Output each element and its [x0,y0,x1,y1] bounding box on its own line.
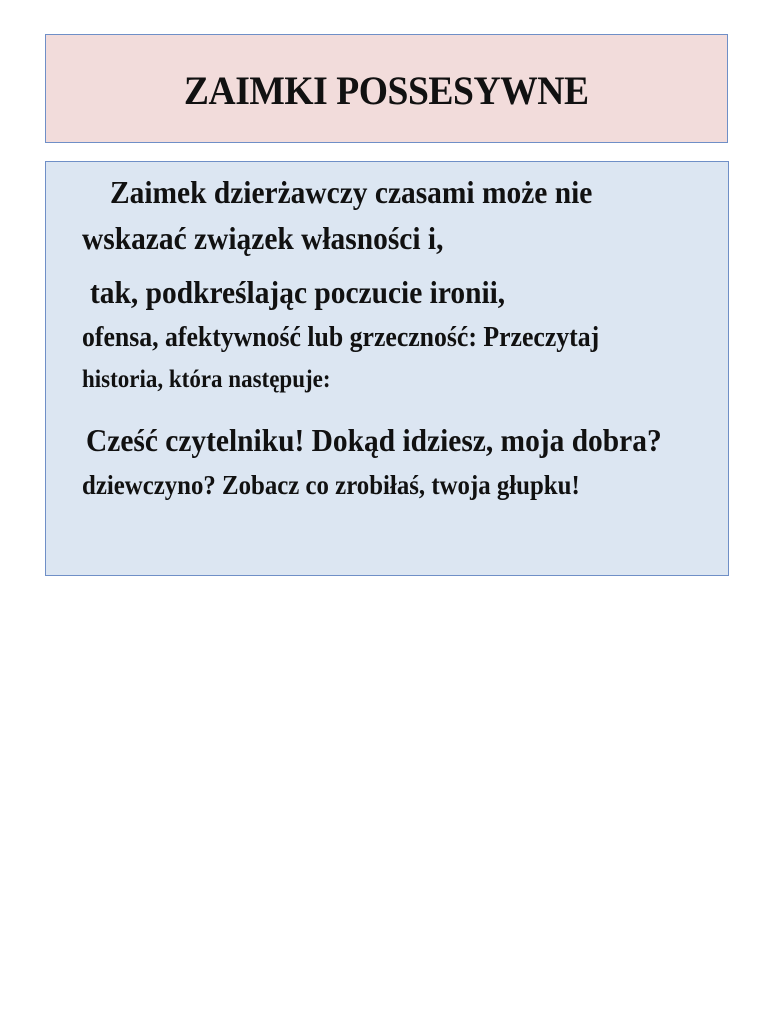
paragraph-line: ofensa, afektywność lub grzeczność: Przeczytaj [82,322,600,353]
title-box [45,34,728,143]
example-line: dziewczyno? Zobacz co zrobiłaś, twoja głupku! [82,470,580,500]
content-box [45,161,729,576]
paragraph-line: Zaimek dzierżawczy czasami może nie [110,174,593,210]
example-line: Cześć czytelniku! Dokąd idziesz, moja dobra? [86,422,662,458]
paragraph-line: tak, podkreślając poczucie ironii, [90,274,506,310]
slide-title: ZAIMKI POSSESYWNE [184,68,589,113]
paragraph-line: historia, która następuje: [82,366,331,393]
paragraph-line: wskazać związek własności i, [82,220,444,256]
